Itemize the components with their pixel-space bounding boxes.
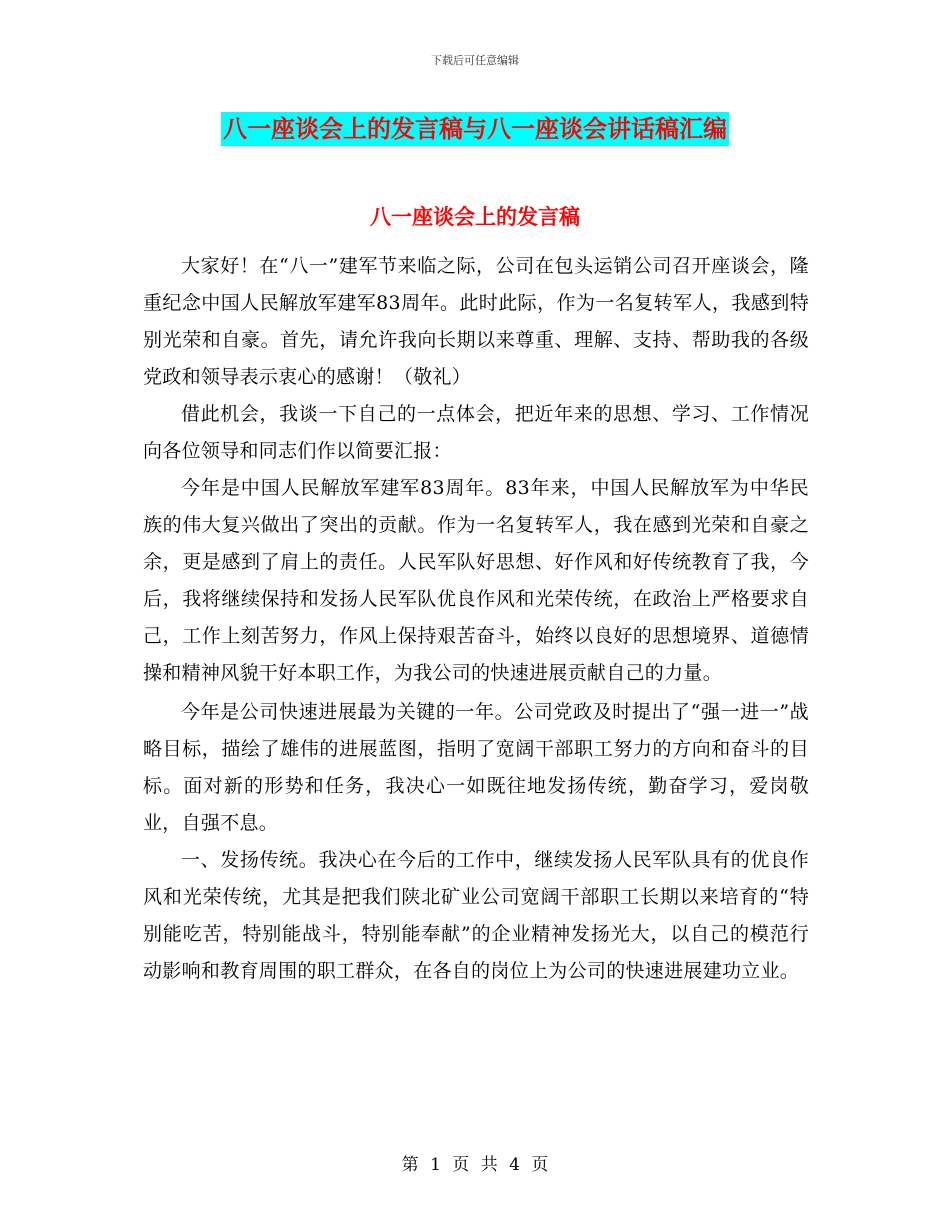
paragraph-anniversary: 今年是中国人民解放军建军83周年。83年来，中国人民解放军为中华民族的伟大复兴做出了突出的贡献。作为一名复转军人，我在感到光荣和自豪之余，更是感到了肩上的责任。人民军队好思想、好作风和好传统教育了我，今后，我将继续保持和发扬人民军队优良作风和光荣传统，在政治上严格要求自己，工作上刻苦努力，作风上保持艰苦奋斗，始终以良好的思想境界、道德情操和精神风貌干好本职工作，为我公司的快速进展贡献自己的力量。	[143, 477, 809, 684]
paragraph-greeting: 大家好！在“八一”建军节来临之际，公司在包头运销公司召开座谈会，隆重纪念中国人民解放军建军83周年。此时此际，作为一名复转军人，我感到特别光荣和自豪。首先，请允许我向长期以来尊重、理解、支持、帮助我的各级党政和领导表示衷心的感谢！（敬礼）	[143, 255, 809, 388]
section-title: 八一座谈会上的发言稿	[370, 205, 580, 229]
paragraph-company-goals: 今年是公司快速进展最为关键的一年。公司党政及时提出了“强一进一”战略目标，描绘了雄伟的进展蓝图，指明了宽阔干部职工努力的方向和奋斗的目标。面对新的形势和任务，我决心一如既往地发扬传统，勤奋学习，爱岗敬业，自强不息。	[143, 701, 809, 834]
paragraph-intro: 借此机会，我谈一下自己的一点体会，把近年来的思想、学习、工作情况向各位领导和同志们作以简要汇报：	[143, 403, 809, 462]
page-number-footer: 第 1 页 共 4 页	[401, 1155, 549, 1175]
paragraph-carry-tradition: 一、发扬传统。我决心在今后的工作中，继续发扬人民军队具有的优良作风和光荣传统，尤其是把我们陕北矿业公司宽阔干部职工长期以来培育的“特别能吃苦，特别能战斗，特别能奉献”的企业精神发扬光大，以自己的模范行动影响和教育周围的职工群众，在各自的岗位上为公司的快速进展建功立业。	[143, 849, 809, 982]
main-title-container	[0, 112, 950, 146]
document-main-title: 八一座谈会上的发言稿与八一座谈会讲话稿汇编	[221, 112, 729, 146]
document-body	[143, 248, 809, 990]
page-header-note: 下载后可任意编辑	[431, 54, 519, 67]
